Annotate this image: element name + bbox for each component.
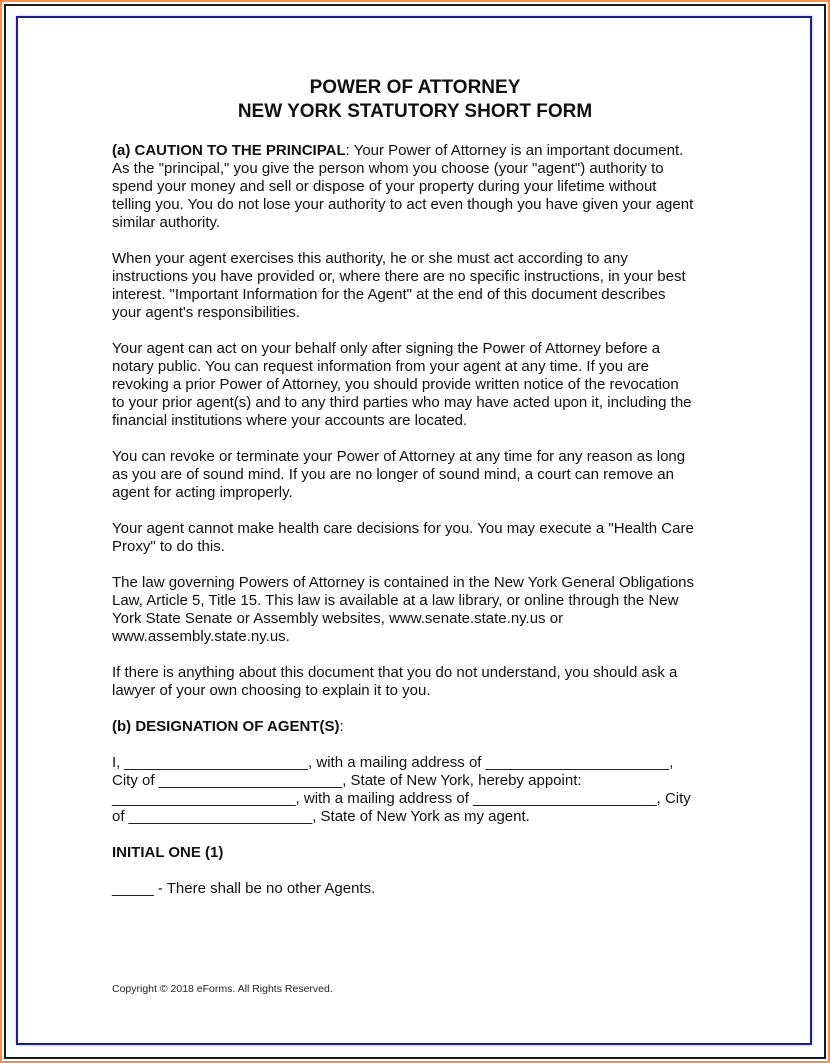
- document-title: POWER OF ATTORNEY: [309, 77, 521, 98]
- designation-fields: [112, 754, 732, 826]
- paragraph-notary: Your agent can act on your behalf only after signing the Power of Attorney before a notary public. You can request information from your agent at any time. If you are revoking a prior Power of Attorney, you should provide written notice of the revocation to your prior agent(s) and to any third parties who may have acted upon it, including the financial institutions where your accounts are located.: [112, 340, 692, 429]
- paragraph-law: The law governing Powers of Attorney is contained in the New York General Obligations Law, Article 5, Title 15. This law is available at a law library, or online through the New York State Senate or Assembly websites, www.senate.state.ny.us or www.assembly.state.ny.us.: [112, 574, 694, 645]
- caution-section: (a) CAUTION TO THE PRINCIPAL: Your Power of Attorney is an important document. As the "principal," you give the person whom you choose (your "agent") authority to spend your money and sell or dispose of your property during your lifetime without telling you. You do not lose your authority to act even though you have given your agent similar authority.: [112, 142, 694, 231]
- initial-option-no-other-agents: _____ - There shall be no other Agents.: [112, 880, 376, 897]
- initial-one-heading: INITIAL ONE (1): [112, 844, 224, 861]
- paragraph-questions: If there is anything about this document that you do not understand, you should ask a lawyer of your own choosing to explain it to you.: [112, 664, 678, 699]
- designation-line[interactable]: ______________________, with a mailing address of ______________________, City: [112, 790, 691, 807]
- paragraph-health-care: Your agent cannot make health care decisions for you. You may execute a "Health Care Proxy" to do this.: [112, 520, 694, 555]
- paragraph-agent-duties: When your agent exercises this authority, he or she must act according to any instructions you have provided or, where there are no specific instructions, in your best interest. "Important Information for the Agent" at the end of this document describes your agent's responsibilities.: [112, 250, 686, 321]
- paragraph-revoke: You can revoke or terminate your Power of Attorney at any time for any reason as long as you are of sound mind. If you are no longer of sound mind, a court can remove an agent for acting improperly.: [112, 448, 686, 501]
- designation-heading: (b) DESIGNATION OF AGENT(S):: [112, 718, 344, 735]
- document-body: [112, 142, 732, 916]
- designation-line[interactable]: I, ______________________, with a mailing address of ______________________,: [112, 754, 674, 771]
- designation-line[interactable]: City of ______________________, State of New York, hereby appoint:: [112, 772, 582, 789]
- document-subtitle: NEW YORK STATUTORY SHORT FORM: [237, 101, 593, 122]
- copyright-footer: Copyright © 2018 eForms. All Rights Reserved.: [112, 983, 333, 995]
- caution-heading: (a) CAUTION TO THE PRINCIPAL: [112, 142, 346, 159]
- designation-line[interactable]: of ______________________, State of New York as my agent.: [112, 808, 530, 825]
